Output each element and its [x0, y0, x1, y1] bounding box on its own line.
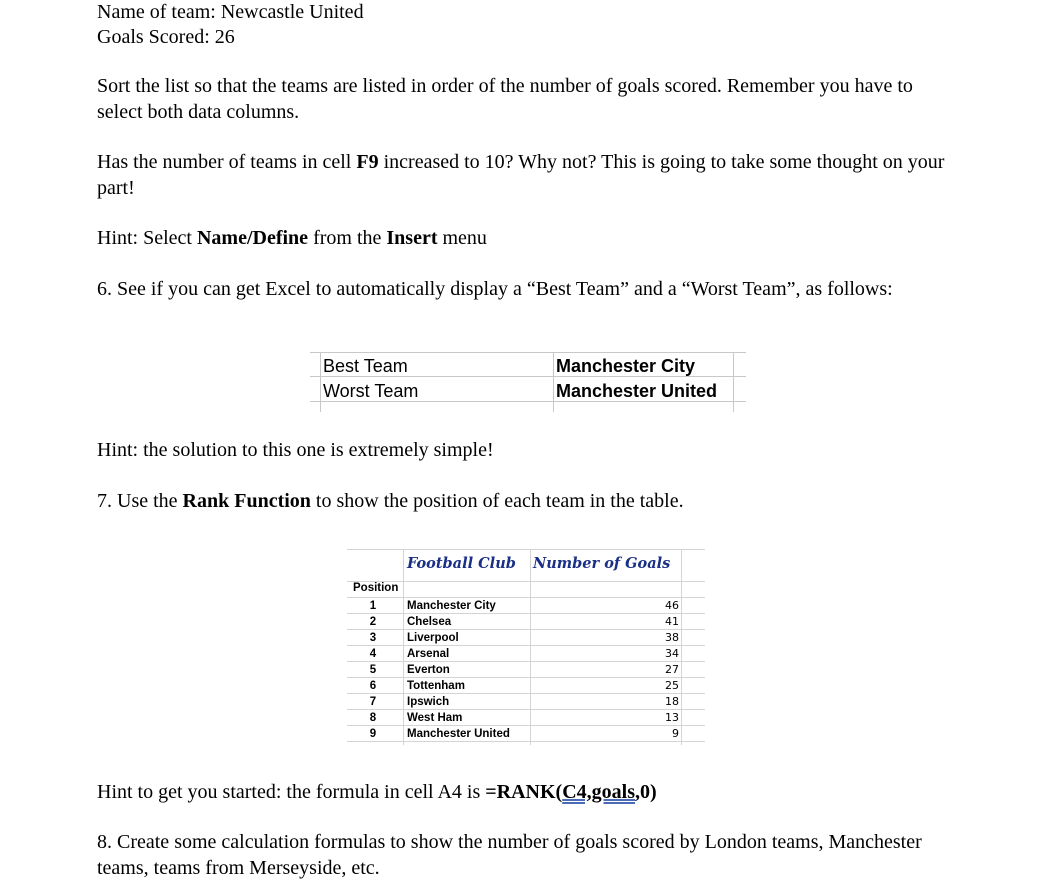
f9-text-c: increased to 10? Why not? This is going to take some thought on your part!: [97, 151, 945, 199]
hint1-text-a: Hint: Select: [97, 227, 197, 249]
row-position: 7: [369, 696, 377, 708]
f9-question: [97, 150, 957, 201]
table-row: [347, 646, 705, 662]
f9-text-a: Has the number of teams in cell: [97, 151, 357, 173]
row-goals: 25: [665, 679, 679, 692]
table-row: [347, 726, 705, 742]
team-name-line: Name of team: Newcastle United: [97, 1, 364, 23]
hint3-formula-end: ,0): [635, 781, 657, 803]
table-row: [347, 630, 705, 646]
hint3-formula-start: =RANK(: [485, 781, 563, 803]
row-position: 8: [369, 712, 377, 724]
best-worst-snippet: [310, 352, 746, 412]
f9-cell-ref: F9: [356, 151, 379, 173]
hint-name-define: [97, 226, 957, 252]
hint1-text-c: from the: [308, 227, 387, 249]
row-position: 2: [369, 616, 377, 628]
table-row: [347, 662, 705, 678]
row-team: Tottenham: [407, 680, 465, 692]
task-6: 6. See if you can get Excel to automatically display a “Best Team” and a “Worst Team”, as follows:: [97, 278, 893, 300]
worst-team-value: Manchester United: [556, 381, 718, 401]
hint3-text-a: Hint to get you started: the formula in cell A4 is: [97, 781, 486, 803]
sort-instruction: Sort the list so that the teams are listed in order of the number of goals scored. Remember you have to select both data columns.: [97, 75, 913, 123]
row-goals: 34: [665, 647, 679, 660]
row-team: Liverpool: [407, 632, 459, 644]
row-team: Manchester City: [407, 600, 496, 612]
hint-rank-formula: [97, 780, 957, 806]
table-row: [347, 614, 705, 630]
header-football-club: Football Club: [407, 555, 516, 572]
row-goals: 38: [665, 631, 679, 644]
hint3-formula-args: C4,goals: [562, 781, 636, 803]
task7-text-c: to show the position of each team in the table.: [310, 490, 684, 512]
header-number-of-goals: Number of Goals: [533, 555, 671, 572]
row-position: 4: [369, 648, 377, 660]
best-team-label: Best Team: [323, 356, 408, 376]
row-team: West Ham: [407, 712, 463, 724]
goals-scored-line: Goals Scored: 26: [97, 26, 235, 48]
row-team: Ipswich: [407, 696, 450, 708]
table-row: [347, 710, 705, 726]
row-team: Arsenal: [407, 648, 450, 660]
row-position: 1: [369, 600, 377, 612]
row-team: Manchester United: [407, 728, 510, 740]
row-goals: 18: [665, 695, 679, 708]
task-8: 8. Create some calculation formulas to show the number of goals scored by London teams, Manchester teams, teams from Merseyside, etc.: [97, 831, 922, 879]
row-team: Everton: [407, 664, 450, 676]
hint1-name-define: Name/Define: [196, 227, 309, 249]
worst-team-label: Worst Team: [323, 381, 419, 401]
hint1-text-e: menu: [437, 227, 487, 249]
row-goals: 9: [672, 727, 679, 740]
task-7: [97, 489, 957, 515]
row-goals: 27: [665, 663, 679, 676]
row-position: 9: [369, 728, 377, 740]
hint1-insert: Insert: [386, 227, 438, 249]
best-team-value: Manchester City: [556, 356, 696, 376]
table-row: [347, 598, 705, 614]
row-goals: 13: [665, 711, 679, 724]
table-row: [347, 678, 705, 694]
row-position: 3: [369, 632, 377, 644]
task7-text-a: 7. Use the: [97, 490, 183, 512]
table-row: [347, 694, 705, 710]
row-goals: 46: [665, 599, 679, 612]
header-position: Position: [353, 582, 399, 594]
hint-simple: Hint: the solution to this one is extremely simple!: [97, 439, 494, 461]
row-position: 5: [369, 664, 377, 676]
row-team: Chelsea: [407, 616, 452, 628]
row-goals: 41: [665, 615, 679, 628]
task7-rank-function: Rank Function: [182, 490, 311, 512]
row-position: 6: [369, 680, 377, 692]
rank-table: [347, 545, 705, 747]
